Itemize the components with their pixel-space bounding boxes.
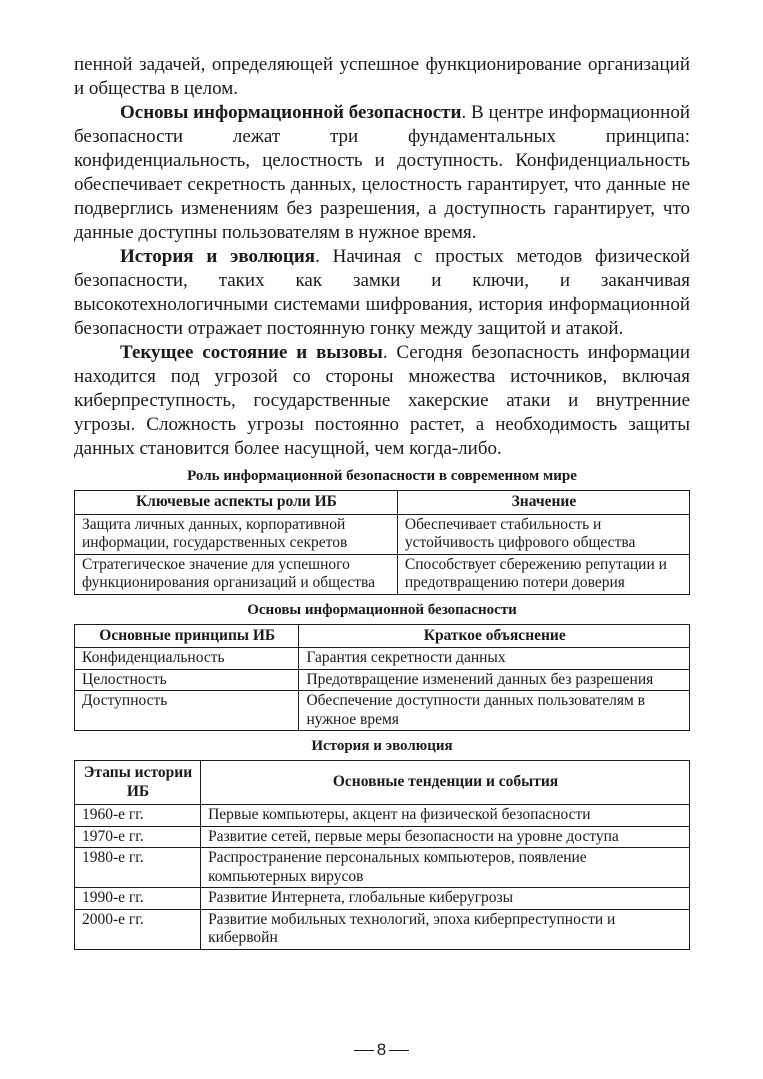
paragraph-text: . Сегодня безопасность информации находится под угрозой со стороны множества источников, включая киберпреступность, государственные хакерские атаки и внутренние угрозы. Сложность угрозы постоянно растет, а необходимость защиты данных становится более насущной, чем когда-либо. [74, 342, 690, 459]
table-cell: Конфиденциальность [75, 648, 299, 670]
table-cell: 2000-е гг. [75, 909, 201, 949]
table-header-cell: Ключевые аспекты роли ИБ [75, 491, 398, 515]
page-content [74, 53, 690, 950]
table-row [75, 554, 690, 594]
table-row [75, 691, 690, 731]
table-cell: Обеспечение доступности данных пользователям в нужное время [299, 691, 690, 731]
paragraph-history [74, 245, 690, 341]
table-cell: Защита личных данных, корпоративной информации, государственных секретов [75, 514, 398, 554]
table3-caption: История и эволюция [311, 738, 453, 754]
table-header-cell: Краткое объяснение [299, 624, 690, 648]
table-cell: Распространение персональных компьютеров, появление компьютерных вирусов [201, 848, 690, 888]
table-cell: 1970-е гг. [75, 826, 201, 848]
table-cell: 1960-е гг. [75, 805, 201, 827]
table-cell: Развитие Интернета, глобальные киберугрозы [201, 888, 690, 910]
table-security-principles [74, 624, 690, 732]
table-header-row [75, 761, 690, 805]
table-header-row [75, 491, 690, 515]
table-row [75, 805, 690, 827]
table-row [75, 888, 690, 910]
table-row [75, 909, 690, 949]
paragraph-text: . В центре информационной безопасности лежат три фундаментальных принципа: конфиденциальность, целостность и доступность. Конфиденциальность обеспечивает секретность данных, целостность гарантирует, что данные не подверглись изменениям без разрешения, а доступность гарантирует, что данные доступны пользователям в нужное время. [74, 102, 690, 243]
paragraph-foundations [74, 101, 690, 245]
table-cell: Развитие мобильных технологий, эпоха киберпреступности и кибервойн [201, 909, 690, 949]
table-header-cell: Основные тенденции и события [201, 761, 690, 805]
table-history-evolution [74, 760, 690, 950]
paragraph-text: . Начиная с простых методов физической безопасности, таких как замки и ключи, и заканчивая высокотехнологичными системами шифрования, история информационной безопасности отражает постоянную гонку между защитой и атакой. [74, 246, 690, 339]
table-row [75, 848, 690, 888]
paragraph-lead: Текущее состояние и вызовы [120, 342, 383, 363]
paragraph-continuation: пенной задачей, определяющей успешное функционирование организаций и общества в целом. [74, 54, 690, 99]
table-cell: Развитие сетей, первые меры безопасности на уровне доступа [201, 826, 690, 848]
table-cell: Целостность [75, 669, 299, 691]
paragraph-lead: Основы информационной безопасности [120, 102, 462, 123]
table1-caption: Роль информационной безопасности в современном мире [187, 468, 577, 484]
table-header-row [75, 624, 690, 648]
table-cell: Обеспечивает стабильность и устойчивость цифрового общества [397, 514, 689, 554]
table-row [75, 514, 690, 554]
table-cell: Гарантия секретности данных [299, 648, 690, 670]
table-row [75, 648, 690, 670]
table-row [75, 826, 690, 848]
table-cell: 1980-е гг. [75, 848, 201, 888]
page-number: 8 [376, 1040, 387, 1059]
table-role-of-security [74, 490, 690, 595]
table-header-cell: Основные принципы ИБ [75, 624, 299, 648]
table-header-cell: Этапы истории ИБ [75, 761, 201, 805]
table-cell: Стратегическое значение для успешного функционирования организаций и общества [75, 554, 398, 594]
footer-dash [389, 1050, 409, 1051]
table-cell: Доступность [75, 691, 299, 731]
table-row [75, 669, 690, 691]
table-cell: Способствует сбережению репутации и предотвращению потери доверия [397, 554, 689, 594]
table-cell: 1990-е гг. [75, 888, 201, 910]
table-cell: Предотвращение изменений данных без разрешения [299, 669, 690, 691]
paragraph-current-state [74, 341, 690, 461]
table2-caption: Основы информационной безопасности [247, 601, 517, 618]
table-header-cell: Значение [397, 491, 689, 515]
page-footer [0, 1040, 763, 1060]
footer-dash [354, 1050, 374, 1051]
table-cell: Первые компьютеры, акцент на физической безопасности [201, 805, 690, 827]
paragraph-lead: История и эволюция [120, 246, 316, 267]
